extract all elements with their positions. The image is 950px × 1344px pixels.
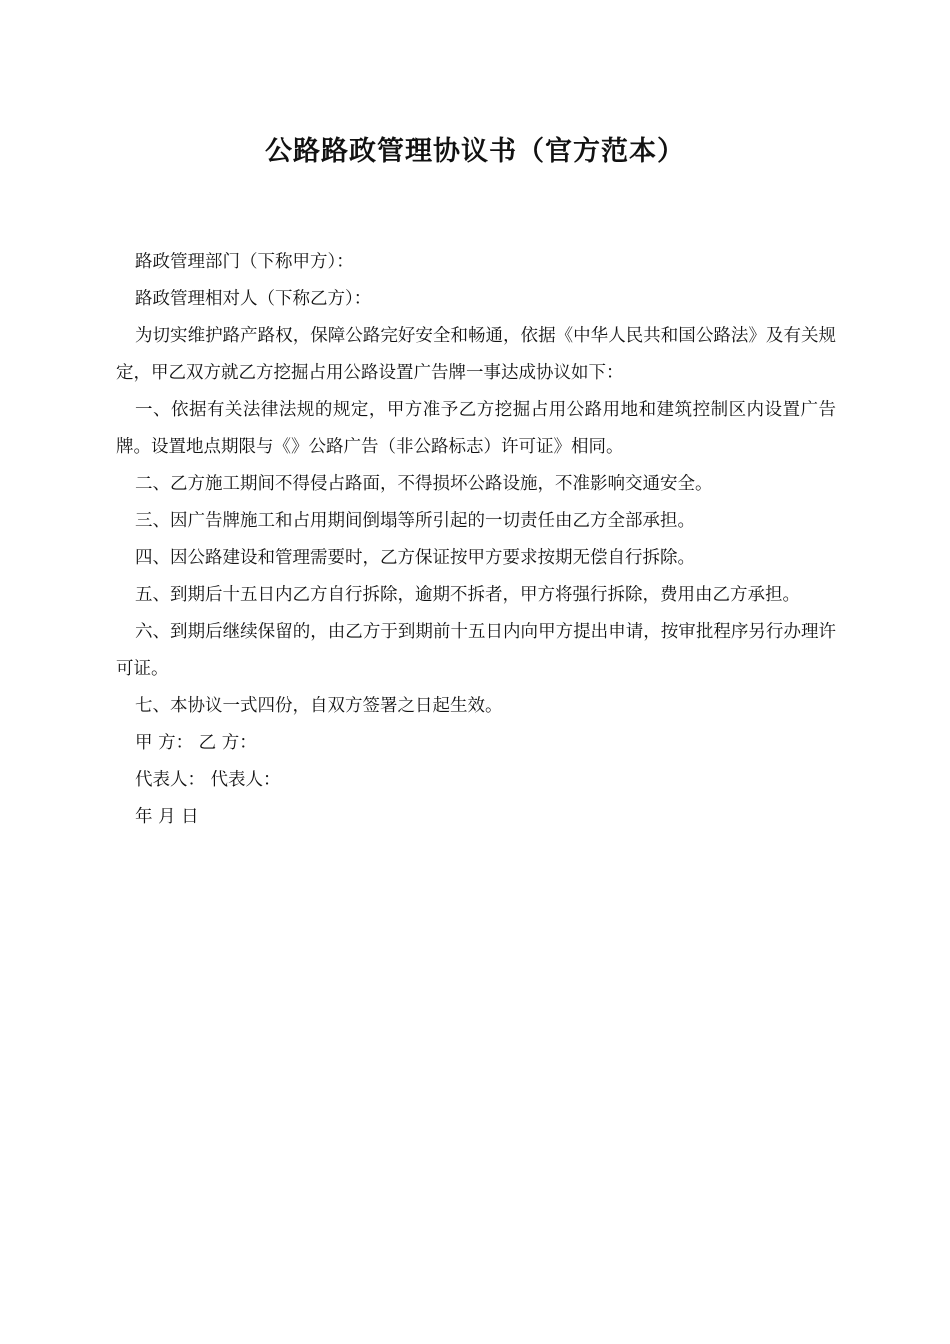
preamble-paragraph: 为切实维护路产路权，保障公路完好安全和畅通，依据《中华人民共和国公路法》及有关规定，甲乙双方就乙方挖掘占用公路设置广告牌一事达成协议如下： — [116, 326, 836, 383]
clause-2: 二、乙方施工期间不得侵占路面，不得损坏公路设施，不准影响交通安全。 — [135, 474, 713, 494]
clause-3: 三、因广告牌施工和占用期间倒塌等所引起的一切责任由乙方全部承担。 — [135, 511, 695, 531]
party-b-line: 路政管理相对人（下称乙方）： — [135, 289, 372, 309]
signature-representatives-line: 代表人： 代表人： — [135, 770, 281, 790]
signature-parties-line: 甲 方： 乙 方： — [135, 733, 257, 753]
clause-1: 一、依据有关法律法规的规定，甲方准予乙方挖掘占用公路用地和建筑控制区内设置广告牌。设置地点期限与《》公路广告（非公路标志）许可证》相同。 — [116, 400, 836, 457]
document-body — [116, 244, 836, 836]
document-title: 公路路政管理协议书（官方范本） — [265, 136, 685, 167]
signature-date-line: 年 月 日 — [135, 807, 199, 827]
clause-5: 五、到期后十五日内乙方自行拆除，逾期不拆者，甲方将强行拆除，费用由乙方承担。 — [135, 585, 800, 605]
clause-7: 七、本协议一式四份，自双方签署之日起生效。 — [135, 696, 503, 716]
clause-4: 四、因公路建设和管理需要时，乙方保证按甲方要求按期无偿自行拆除。 — [135, 548, 695, 568]
clause-6: 六、到期后继续保留的，由乙方于到期前十五日内向甲方提出申请，按审批程序另行办理许可证。 — [116, 622, 836, 679]
party-a-line: 路政管理部门（下称甲方）： — [135, 252, 354, 272]
